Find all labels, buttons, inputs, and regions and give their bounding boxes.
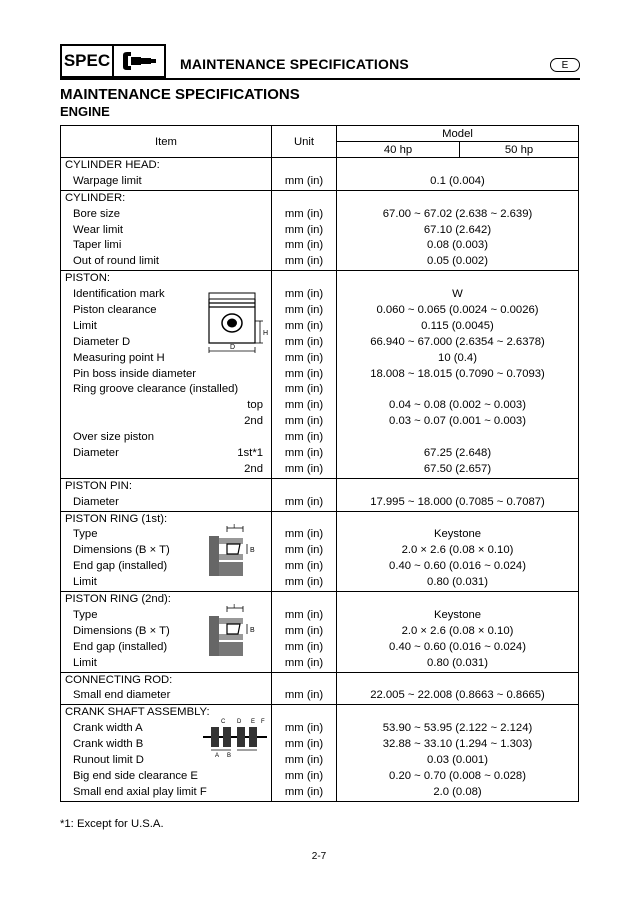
unit-cell: mm (in) (284, 207, 324, 220)
value-cell: 67.10 (2.642) (423, 223, 492, 236)
label-a: A (215, 753, 220, 758)
spec-table (60, 125, 579, 802)
unit-cell: mm (in) (284, 640, 324, 653)
value-cell: 67.00 ~ 67.02 (2.638 ~ 2.639) (382, 207, 533, 220)
value-cell: 18.008 ~ 18.015 (0.7090 ~ 0.7093) (370, 367, 545, 380)
section-label: CYLINDER: (65, 191, 126, 204)
value-cell: 0.03 ~ 0.07 (0.001 ~ 0.003) (389, 415, 526, 428)
unit-cell: mm (in) (284, 785, 324, 798)
value-cell: W (452, 288, 463, 301)
header-rule (60, 78, 580, 80)
item-label: Small end diameter (73, 689, 171, 702)
table-row (61, 511, 579, 591)
item-label: Taper limi (73, 239, 122, 252)
label-t: T (232, 604, 237, 611)
spec-label: SPEC (60, 44, 114, 78)
unit-cell: mm (in) (284, 174, 324, 187)
value-cell: 10 (0.4) (438, 351, 477, 364)
wrench-icon (114, 44, 166, 78)
value-cell: 67.50 (2.657) (423, 462, 492, 475)
value-cell: 22.005 ~ 22.008 (0.8663 ~ 0.8665) (370, 689, 545, 702)
crankshaft-diagram (201, 717, 269, 757)
value-cell: 0.05 (0.002) (427, 255, 488, 268)
table-row (61, 271, 579, 479)
label-b: B (227, 753, 232, 758)
item-label: Crank width B (73, 738, 144, 751)
unit-cell: mm (in) (284, 560, 324, 573)
item-label: Crank width A (73, 722, 143, 735)
page-header (60, 44, 580, 80)
value-cell: 53.90 ~ 53.95 (2.122 ~ 2.124) (382, 722, 533, 735)
col-header-unit: Unit (272, 126, 337, 158)
item-label: Piston clearance (73, 304, 157, 317)
value-cell: 2.0 (0.08) (433, 785, 482, 798)
section-label: PISTON PIN: (65, 479, 132, 492)
item-label: Limit (73, 319, 97, 332)
table-row (61, 478, 579, 511)
item-sublabel: 1st*1 (237, 447, 263, 460)
piston-ring-diagram (207, 604, 267, 660)
value-cell: Keystone (433, 528, 482, 541)
table-row (61, 672, 579, 705)
unit-cell: mm (in) (284, 656, 324, 669)
unit-cell: mm (in) (284, 367, 324, 380)
value-cell: 0.03 (0.001) (427, 753, 488, 766)
table-row (61, 705, 579, 801)
item-label: Type (73, 528, 98, 541)
label-c: C (221, 719, 226, 726)
unit-cell: mm (in) (284, 383, 324, 396)
item-label: Limit (73, 656, 97, 669)
lang-badge: E (550, 58, 580, 72)
item-label: Diameter D (73, 335, 131, 348)
unit-cell: mm (in) (284, 753, 324, 766)
table-row (61, 190, 579, 270)
unit-cell: mm (in) (284, 447, 324, 460)
unit-cell: mm (in) (284, 239, 324, 252)
unit-cell: mm (in) (284, 335, 324, 348)
unit-cell: mm (in) (284, 624, 324, 637)
item-label: Identification mark (73, 288, 165, 301)
section-label: CRANK SHAFT ASSEMBLY: (65, 706, 210, 719)
label-b: B (250, 546, 255, 554)
item-label: Diameter (73, 495, 119, 508)
value-cell: 0.80 (0.031) (427, 576, 488, 589)
item-label: End gap (installed) (73, 640, 168, 653)
value-cell: 0.04 ~ 0.08 (0.002 ~ 0.003) (389, 399, 526, 412)
item-label: Warpage limit (73, 174, 142, 187)
value-cell: 0.80 (0.031) (427, 656, 488, 669)
item-label: 2nd (244, 415, 263, 428)
section-label: PISTON: (65, 272, 110, 285)
unit-cell: mm (in) (284, 738, 324, 751)
value-cell: 32.88 ~ 33.10 (1.294 ~ 1.303) (382, 738, 533, 751)
value-cell: 67.25 (2.648) (423, 447, 492, 460)
label-f: F (261, 719, 265, 726)
unit-cell: mm (in) (284, 288, 324, 301)
unit-cell: mm (in) (284, 608, 324, 621)
unit-cell: mm (in) (284, 304, 324, 317)
item-label: Runout limit D (73, 753, 144, 766)
unit-cell: mm (in) (284, 462, 324, 475)
col-header-model: Model (337, 126, 579, 142)
item-label: Measuring point H (73, 351, 165, 364)
col-header-50hp: 50 hp (460, 142, 579, 158)
label-d: D (237, 719, 242, 726)
label-b: B (250, 627, 255, 635)
table-row (61, 158, 579, 191)
col-header-40hp: 40 hp (337, 142, 460, 158)
unit-cell: mm (in) (284, 351, 324, 364)
item-label: Big end side clearance E (73, 769, 198, 782)
item-label: top (247, 399, 263, 412)
footnote: *1: Except for U.S.A. (60, 818, 164, 830)
unit-cell: mm (in) (284, 399, 324, 412)
unit-cell: mm (in) (284, 319, 324, 332)
label-h: H (263, 330, 269, 338)
unit-cell: mm (in) (284, 689, 324, 702)
unit-cell: mm (in) (284, 528, 324, 541)
value-cell (337, 430, 578, 446)
section-label: PISTON RING (2nd): (65, 593, 171, 606)
unit-cell: mm (in) (284, 255, 324, 268)
value-cell: 0.060 ~ 0.065 (0.0024 ~ 0.0026) (376, 304, 539, 317)
item-label: 2nd (244, 462, 263, 475)
page-number: 2-7 (311, 851, 327, 862)
item-label: Dimensions (B × T) (73, 544, 170, 557)
value-cell (337, 382, 578, 398)
label-d: D (230, 344, 236, 352)
value-cell: 0.115 (0.0045) (421, 319, 494, 332)
piston-diagram (201, 291, 271, 361)
value-cell: 0.1 (0.004) (430, 174, 485, 187)
label-t: T (232, 523, 237, 530)
unit-cell: mm (in) (284, 769, 324, 782)
unit-cell: mm (in) (284, 544, 324, 557)
section-label: PISTON RING (1st): (65, 512, 168, 525)
item-label: Type (73, 608, 98, 621)
value-cell: 66.940 ~ 67.000 (2.6354 ~ 2.6378) (370, 335, 545, 348)
value-cell: 0.08 (0.003) (427, 239, 488, 252)
item-label: Out of round limit (73, 255, 160, 268)
item-label (61, 446, 271, 462)
item-label: Limit (73, 576, 97, 589)
piston-ring-diagram (207, 524, 267, 580)
item-label: Dimensions (B × T) (73, 624, 170, 637)
section-title: ENGINE (60, 104, 110, 119)
unit-cell: mm (in) (284, 576, 324, 589)
item-label: Over size piston (73, 431, 154, 444)
value-cell: Keystone (433, 608, 482, 621)
unit-cell: mm (in) (284, 415, 324, 428)
label-e: E (251, 719, 256, 726)
unit-cell: mm (in) (284, 431, 324, 444)
value-cell: 2.0 × 2.6 (0.08 × 0.10) (401, 544, 514, 557)
value-cell: 17.995 ~ 18.000 (0.7085 ~ 0.7087) (370, 495, 545, 508)
unit-cell: mm (in) (284, 722, 324, 735)
page-title: MAINTENANCE SPECIFICATIONS (60, 86, 300, 103)
table-row (61, 592, 579, 672)
section-label: CYLINDER HEAD: (65, 159, 160, 171)
col-header-item: Item (61, 126, 272, 158)
section-label: CONNECTING ROD: (65, 673, 173, 686)
item-label: Bore size (73, 207, 121, 220)
header-title: MAINTENANCE SPECIFICATIONS (180, 56, 409, 72)
item-label: Pin boss inside diameter (73, 367, 197, 380)
value-cell: 2.0 × 2.6 (0.08 × 0.10) (401, 624, 514, 637)
item-label: Wear limit (73, 223, 124, 236)
item-label: End gap (installed) (73, 560, 168, 573)
item-label: Small end axial play limit F (73, 785, 207, 798)
item-label: Ring groove clearance (installed) (73, 383, 239, 396)
unit-cell: mm (in) (284, 495, 324, 508)
value-cell: 0.20 ~ 0.70 (0.008 ~ 0.028) (389, 769, 526, 782)
value-cell: 0.40 ~ 0.60 (0.016 ~ 0.024) (389, 560, 526, 573)
unit-cell: mm (in) (284, 223, 324, 236)
value-cell: 0.40 ~ 0.60 (0.016 ~ 0.024) (389, 640, 526, 653)
item-label-text: Diameter (73, 447, 119, 460)
